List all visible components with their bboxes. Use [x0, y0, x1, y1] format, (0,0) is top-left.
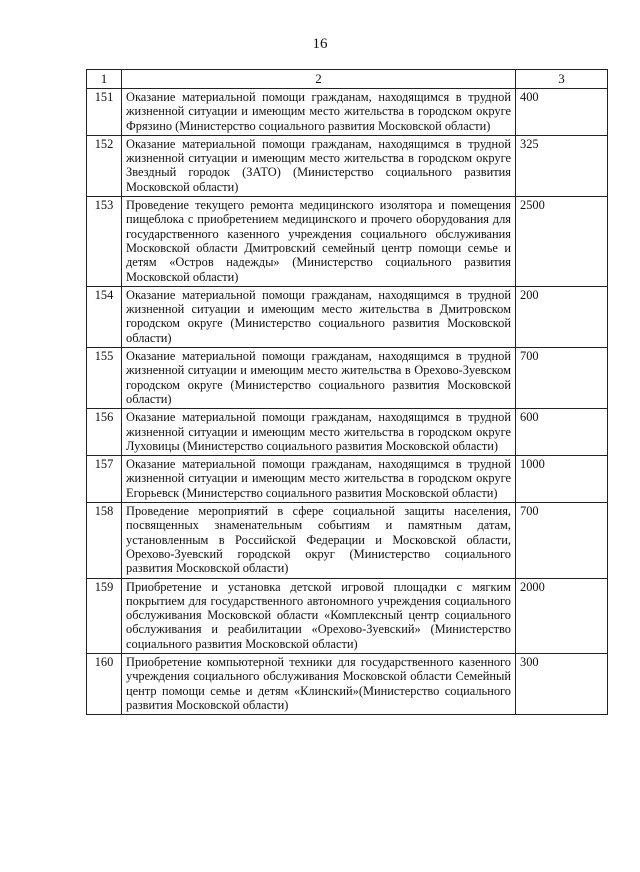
table-row [87, 197, 608, 287]
page-number: 16 [312, 36, 328, 52]
row-number: 154 [87, 286, 122, 347]
row-number: 151 [87, 89, 122, 136]
row-description: Оказание материальной помощи гражданам, находящимся в трудной жизненной ситуации и имеющим место жительства в городском округе Луховицы (Министерство социального развития Московской области) [122, 409, 516, 456]
row-number: 155 [87, 348, 122, 409]
header-col-3: 3 [516, 70, 608, 89]
row-description: Оказание материальной помощи гражданам, находящимся в трудной жизненной ситуации и имеющим место жительства в Дмитровском городском округе (Министерство социального развития Московской области) [122, 286, 516, 347]
row-amount: 300 [516, 653, 608, 714]
row-description: Оказание материальной помощи гражданам, находящимся в трудной жизненной ситуации и имеющим место жительства в городском округе Фрязино (Министерство социального развития Московской области) [122, 89, 516, 136]
row-amount: 2000 [516, 578, 608, 653]
row-amount: 600 [516, 409, 608, 456]
table-header-row [87, 70, 608, 89]
row-description: Проведение текущего ремонта медицинского изолятора и помещения пищеблока с приобретением медицинского и прочего оборудования для государственного казенного учреждения социального обслуживания Московской области Дмитровский семейный центр помощи семье и детям «Остров надежды» (Министерство социального развития Московской области) [122, 197, 516, 287]
table-row [87, 409, 608, 456]
row-description: Оказание материальной помощи гражданам, находящимся в трудной жизненной ситуации и имеющим место жительства в Орехово-Зуевском городском округе (Министерство социального развития Московской области) [122, 348, 516, 409]
header-col-1: 1 [87, 70, 122, 89]
table-row [87, 348, 608, 409]
row-amount: 700 [516, 348, 608, 409]
table-row [87, 456, 608, 503]
row-amount: 1000 [516, 456, 608, 503]
row-description: Приобретение компьютерной техники для государственного казенного учреждения социального обслуживания Московской области Семейный центр помощи семье и детям «Клинский»(Министерство социального развития Московской области) [122, 653, 516, 714]
table-row [87, 89, 608, 136]
row-number: 160 [87, 653, 122, 714]
row-number: 157 [87, 456, 122, 503]
table-row [87, 286, 608, 347]
row-amount: 325 [516, 135, 608, 196]
row-amount: 2500 [516, 197, 608, 287]
table-row [87, 578, 608, 653]
table-row [87, 503, 608, 578]
row-description: Проведение мероприятий в сфере социальной защиты населения, посвященных знаменательным событиям и памятным датам, установленным в Российской Федерации и Московской области, Орехово-Зуевский городской округ (Министерство социального развития Московской области) [122, 503, 516, 578]
appropriations-table [86, 69, 608, 715]
row-description: Оказание материальной помощи гражданам, находящимся в трудной жизненной ситуации и имеющим место жительства в городском округе Звездный городок (ЗАТО) (Министерство социального развития Московской области) [122, 135, 516, 196]
table-row [87, 653, 608, 714]
row-amount: 700 [516, 503, 608, 578]
row-number: 159 [87, 578, 122, 653]
row-description: Оказание материальной помощи гражданам, находящимся в трудной жизненной ситуации и имеющим место жительства в городском округе Егорьевск (Министерство социального развития Московской области) [122, 456, 516, 503]
row-number: 156 [87, 409, 122, 456]
row-number: 152 [87, 135, 122, 196]
row-description: Приобретение и установка детской игровой площадки с мягким покрытием для государственного автономного учреждения социального обслуживания Московской области «Комплексный центр социального обслуживания и реабилитации «Орехово-Зуевский» (Министерство социального развития Московской области) [122, 578, 516, 653]
row-number: 153 [87, 197, 122, 287]
row-number: 158 [87, 503, 122, 578]
header-col-2: 2 [122, 70, 516, 89]
row-amount: 200 [516, 286, 608, 347]
row-amount: 400 [516, 89, 608, 136]
table-row [87, 135, 608, 196]
